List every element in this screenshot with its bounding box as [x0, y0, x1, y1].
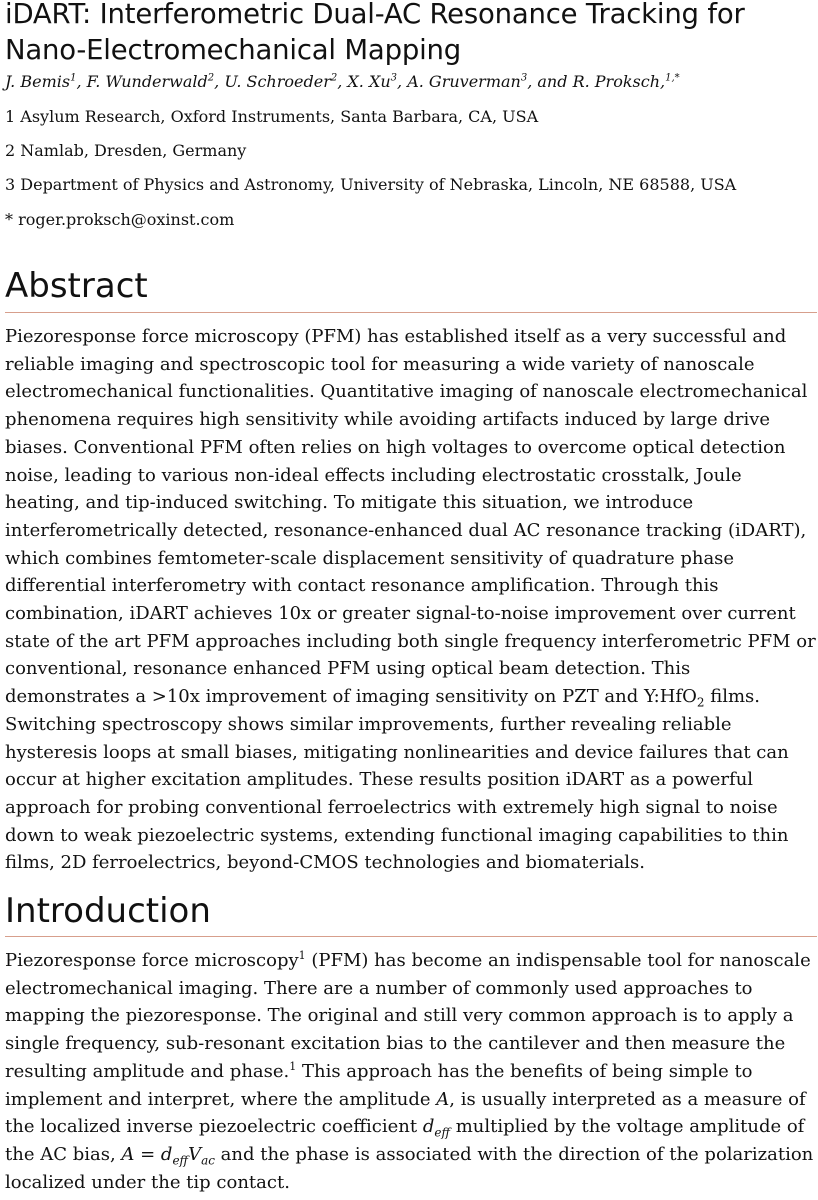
author: U. Schroeder — [224, 72, 331, 91]
intro-text-part: and the phase is associated with the direction of the polarization localized under the tip contact. — [5, 1143, 814, 1193]
intro-text-part: , is usually interpreted as a measure of the localized inverse piezoelectric coefficient — [5, 1088, 806, 1138]
author-affiliation-mark: 3 — [520, 72, 528, 84]
author: J. Bemis — [5, 72, 71, 91]
math-equals: = — [134, 1143, 161, 1165]
author: X. Xu — [347, 72, 391, 91]
math-d: d — [422, 1116, 435, 1138]
affiliation-3: 3 Department of Physics and Astronomy, University of Nebraska, Lincoln, NE 68588, USA — [5, 175, 737, 194]
author-list — [5, 70, 680, 94]
author-separator: , — [76, 72, 87, 91]
affiliation-2: 2 Namlab, Dresden, Germany — [5, 141, 247, 160]
math-V: V — [188, 1143, 202, 1165]
math-subscript: ac — [201, 1153, 215, 1168]
math-symbol-amplitude: A — [436, 1088, 450, 1110]
math-subscript: eff — [172, 1153, 189, 1168]
math-symbol-deff — [422, 1116, 450, 1140]
abstract-divider — [5, 312, 817, 313]
author-affiliation-mark: 2 — [330, 72, 338, 84]
subscript: 2 — [696, 695, 705, 710]
abstract-text-part: Piezoresponse force microscopy (PFM) has established itself as a very successful and reliable imaging and spectroscopic tool for measuring a wide variety of nanoscale electromechanical functionalities. Quantitative imaging of nanoscale electromechanical phenomena requires high sensitivity while avoiding artifacts induced by large drive biases. Conventional PFM often relies on high voltages to overcome optical detection noise, leading to various non-ideal effects including electrostatic crosstalk, Joule heating, and tip-induced switching. To mitigate this situation, we introduce interferometrically detected, resonance-enhanced dual AC resonance tracking (iDART), which combines femtometer-scale displacement sensitivity of quadrature phase differential interferometry with contact resonance amplification. Through this combination, iDART achieves 10x or greater signal-to-noise improvement over current state of the art PFM approaches including both single frequency interferometric PFM or conventional, resonance enhanced PFM using optical beam detection. This demonstrates a >10x improvement of imaging sensitivity on PZT and Y:HfO — [5, 326, 816, 708]
abstract-heading: Abstract — [5, 266, 148, 306]
affiliation-1: 1 Asylum Research, Oxford Instruments, Santa Barbara, CA, USA — [5, 107, 539, 126]
introduction-paragraph — [5, 947, 817, 1196]
abstract-text-part: films. Switching spectroscopy shows similar improvements, further revealing reliable hysteresis loops at small biases, mitigating nonlinearities and device failures that can occur at higher excitation amplitudes. These results position iDART as a powerful approach for probing conventional ferroelectrics with extremely high signal to noise down to weak piezoelectric systems, extending functional imaging capabilities to thin films, 2D ferroelectrics, beyond-CMOS technologies and biomaterials. — [5, 686, 789, 874]
author-separator: , — [337, 72, 348, 91]
math-A: A — [121, 1143, 135, 1165]
author-separator: , — [397, 72, 408, 91]
abstract-text — [5, 323, 817, 877]
author-affiliation-mark: 1,* — [665, 72, 680, 84]
math-subscript: eff — [434, 1125, 450, 1140]
author-separator: , — [214, 72, 225, 91]
introduction-heading: Introduction — [5, 891, 211, 931]
citation-ref[interactable]: 1 — [289, 1059, 297, 1073]
author-conjunction: and — [537, 72, 573, 91]
math-equation — [121, 1143, 215, 1168]
corresponding-email: * roger.proksch@oxinst.com — [5, 210, 235, 229]
intro-text-part: This approach has the benefits of being simple to implement and interpret, where the amplitude — [5, 1060, 753, 1110]
author-separator: , — [527, 72, 538, 91]
author: R. Proksch, — [572, 72, 666, 91]
author-affiliation-mark: 2 — [207, 72, 215, 84]
paper-title: iDART: Interferometric Dual-AC Resonance Tracking for Nano-Electromechanical Mapping — [5, 0, 745, 66]
author-affiliation-mark: 3 — [390, 72, 398, 84]
author-affiliation-mark: 1 — [70, 72, 77, 84]
author: A. Gruverman — [407, 72, 521, 91]
author: F. Wunderwald — [86, 72, 208, 91]
intro-text-part: (PFM) has become an indispensable tool for nanoscale electromechanical imaging. There are a number of commonly used approaches to mapping the piezoresponse. The original and still very common approach is to apply a single frequency, sub-resonant excitation bias to the cantilever and then measure the resulting amplitude and phase. — [5, 950, 811, 1082]
introduction-divider — [5, 936, 817, 937]
citation-ref[interactable]: 1 — [298, 949, 306, 962]
math-d: d — [160, 1143, 173, 1165]
intro-text-part: Piezoresponse force microscopy — [5, 950, 299, 971]
intro-text-part: multiplied by the voltage amplitude of the AC bias, — [5, 1116, 805, 1165]
